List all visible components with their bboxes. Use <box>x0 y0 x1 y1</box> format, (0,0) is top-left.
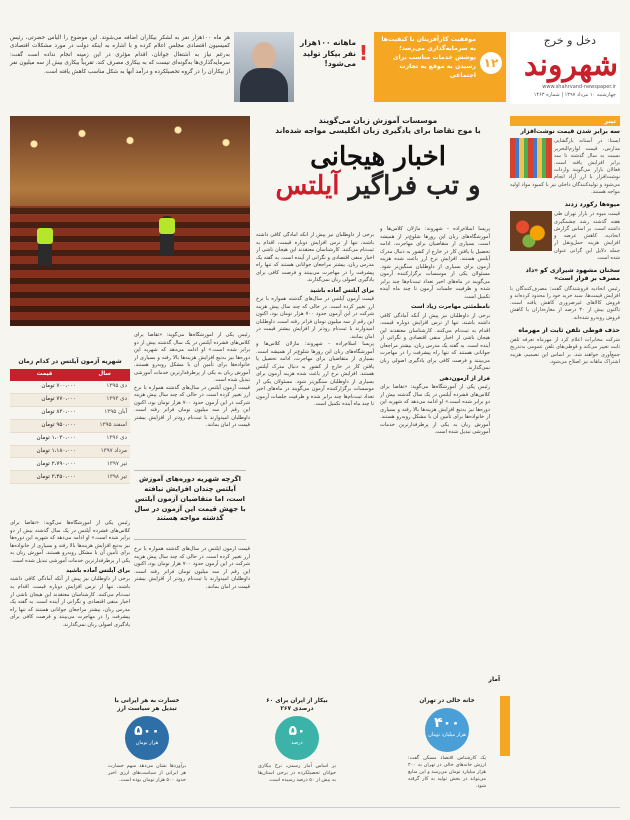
column-header: سال <box>79 369 130 381</box>
stat-circle <box>275 716 319 760</box>
year-cell: تیر ۱۳۹۷ <box>79 458 130 471</box>
stat-card[interactable] <box>258 698 336 784</box>
stat-caption: بیکار از ایران برای ۶۰ درصدی ۲۶۷ <box>266 698 328 712</box>
page-number-badge: ۱۲ <box>480 52 502 74</box>
table-row <box>10 432 130 445</box>
stat-circle <box>425 708 469 752</box>
table-row <box>10 458 130 471</box>
table-header-row <box>10 369 130 381</box>
stat-caption: خسارت به هر ایرانی با تبدیل هر سیاست ارز <box>114 698 180 712</box>
subheading: نامطمئنی مهاجرت زیاد است <box>411 304 490 311</box>
portrait-photo <box>234 32 294 102</box>
brief-title[interactable]: سخنان مشهود شیرازی کو «داد مصرف بر قرار است» <box>525 267 620 283</box>
stat-text: برآوردها نشان می‌دهد سهم خسارت هر ایرانی از سیاست‌های ارزی اخیر حدود ۵۰۰ هزار تومان بوده است. <box>108 762 186 783</box>
stat-text: یک کارشناس اقتصاد مسکن گفت: ارزش خانه‌های خالی در تهران به ۴۰۰ هزار میلیارد تومان می‌رسد و این منابع می‌تواند در بخش تولید به کار گرفته شود. <box>408 754 486 790</box>
newspaper-url[interactable]: www.shahrvand-newspaper.ir <box>542 84 616 90</box>
article-kicker: موسسات آموزش زبان می‌گویند <box>318 116 438 125</box>
paragraph: برخی از داوطلبان نیز پیش از آنکه آمادگی کافی داشته باشند، تنها از ترس افزایش دوباره قیمت، اقدام به ثبت‌نام می‌کنند. کارشناسان معتقدند این هیجان ناشی از اخبار منفی اقتصادی و نگرانی از آینده است. به گفته یک مدرس زبان، بیشتر مراجعان جوانانی هستند که تنها راه پیشرفت را در مهاجرت می‌بینند و فرصت کافی برای یادگیری اصولی زبان نمی‌گذارند. <box>256 232 374 284</box>
article-column-4 <box>134 546 250 666</box>
stat-text: بر اساس آمار رسمی، نرخ بیکاری جوانان تحصیلکرده در برخی استان‌ها به بیش از ۵۰ درصد رسیده است. <box>258 762 336 783</box>
paragraph: قیمت آزمون آیلتس در سال‌های گذشته همواره با نرخ ارز تغییر کرده است. در حالی که چند سال پیش هزینه شرکت در این آزمون حدود ۷۰۰ هزار تومان بود، اکنون این رقم از سه میلیون تومان فراتر رفته است. داوطلبان امیدوارند با ثبت‌نام زودتر از افزایش بیشتر قیمت در امان بمانند. <box>134 384 250 429</box>
brief-title[interactable]: حذف قوطی تلفن ثابت از مهرماه <box>518 326 620 334</box>
stat-card[interactable] <box>408 698 486 790</box>
table-row <box>10 406 130 419</box>
year-cell: دی ۱۳۹۳ <box>79 393 130 406</box>
year-cell: تیر ۱۳۹۸ <box>79 471 130 484</box>
brief-body: رئیس اتحادیه فروشندگان گفت: مصرف‌کنندگان با افزایش قیمت‌ها، سبد خرید خود را محدود کرده‌اند و فروش کالاهای غیرضروری کاهش یافته است. تاکنون بیش از ۳۰ درصد از مغازه‌داران با کاهش فروش روبه‌رو شده‌اند. <box>510 285 620 321</box>
table-row <box>10 471 130 484</box>
table-row <box>10 393 130 406</box>
pull-quote: اگرچه شهریه دوره‌های آموزش آیلتس چندان افزایش نیافته است، اما متقاضیان آزمون آیلتس با جهش قیمت این آزمون در سال گذشته مواجه هستند <box>134 470 246 540</box>
brief-item[interactable] <box>510 267 620 322</box>
paragraph: برخی از داوطلبان نیز پیش از آنکه آمادگی کافی داشته باشند، تنها از ترس افزایش دوباره قیمت، اقدام به ثبت‌نام می‌کنند. کارشناسان معتقدند این هیجان ناشی از اخبار منفی اقتصادی و نگرانی از آینده است. به گفته یک مدرس زبان، بیشتر مراجعان جوانانی هستند که تنها راه پیشرفت را در مهاجرت می‌بینند و فرصت کافی برای یادگیری اصولی زبان نمی‌گذارند. <box>380 312 490 372</box>
left-article-column <box>10 520 130 666</box>
price-cell: ۷۷۰،۰۰۰ تومان <box>10 393 79 406</box>
masthead <box>510 32 620 104</box>
section-kicker: دخل و خرج <box>543 34 596 47</box>
article-subkicker: با موج تقاضا برای یادگیری زبان انگلیسی مواجه شده‌اند <box>275 126 481 136</box>
brief-title[interactable]: میوه‌ها رکورد زدند <box>564 201 620 209</box>
price-cell: ۱،۰۳۰،۰۰۰ تومان <box>10 432 79 445</box>
paragraph: پریسا اسلام‌زاده - شهروند: ماژلان کلاس‌ها و آموزشگاه‌های زبان این روزها شلوغ‌تر از همیشه است. بسیاری از متقاضیان برای مهاجرت، ادامه تحصیل یا یافتن کار در خارج از کشور به دنبال مدرک آیلتس هستند. افزایش نرخ ارز باعث شده هزینه آزمون برای بسیاری از داوطلبان سنگین‌تر شود. مسئولان یکی از موسسات برگزارکننده آزمون می‌گویند در ماه‌های اخیر تعداد ثبت‌نام‌ها چند برابر شده و ظرفیت جلسات آزمون تا چند ماه آینده تکمیل است. <box>380 226 490 300</box>
ceiling-lights <box>10 116 250 186</box>
stat-circle <box>125 716 169 760</box>
year-cell: دی ۱۳۹۵ <box>79 381 130 393</box>
proctor-vest <box>159 218 175 234</box>
stat-card[interactable] <box>108 698 186 784</box>
year-cell: مرداد ۱۳۹۷ <box>79 445 130 458</box>
price-table-title: شهریه آزمون آیلتس در کدام زمان <box>18 358 122 365</box>
paragraph: رئیس یکی از آموزشگاه‌ها می‌گوید: «تقاضا برای کلاس‌های فشرده آیلتس در یک سال گذشته بیش از دو برابر شده است.» او ادامه می‌دهد که شهریه این دوره‌ها نیز به‌تبع افزایش هزینه‌ها بالا رفته و بسیاری از خانواده‌ها برای تأمین آن با مشکل روبه‌رو هستند. آموزش زبان به یکی از پرطرفدارترین خدمات آموزشی تبدیل شده است. <box>380 384 490 436</box>
price-cell: ۹۵۰،۰۰۰ تومان <box>10 419 79 432</box>
price-cell: ۳،۴۵۰،۰۰۰ تومان <box>10 471 79 484</box>
paragraph: برخی از داوطلبان نیز پیش از آنکه آمادگی کافی داشته باشند، تنها از ترس افزایش دوباره قیمت، اقدام به ثبت‌نام می‌کنند. کارشناسان معتقدند این هیجان ناشی از اخبار منفی اقتصادی و نگرانی از آینده است. به گفته یک مدرس زبان، بیشتر مراجعان جوانانی هستند که تنها راه پیشرفت را در مهاجرت می‌بینند و فرصت کافی برای یادگیری اصولی زبان نمی‌گذارند. <box>10 576 130 628</box>
stats-section <box>10 676 500 804</box>
newspaper-logo[interactable]: شهروند <box>523 48 618 83</box>
paragraph: پریسا اسلام‌زاده - شهروند: ماژلان کلاس‌ها و آموزشگاه‌های زبان این روزها شلوغ‌تر از همیشه است. بسیاری از متقاضیان برای مهاجرت، ادامه تحصیل یا یافتن کار در خارج از کشور به دنبال مدرک آیلتس هستند. افزایش نرخ ارز باعث شده هزینه آزمون برای بسیاری از داوطلبان سنگین‌تر شود. مسئولان یکی از موسسات برگزارکننده آزمون می‌گویند در ماه‌های اخیر تعداد ثبت‌نام‌ها چند برابر شده و ظرفیت جلسات آزمون تا چند ماه آینده تکمیل است. <box>256 341 374 408</box>
footer-divider <box>10 807 620 808</box>
paragraph: قیمت آزمون آیلتس در سال‌های گذشته همواره با نرخ ارز تغییر کرده است. در حالی که چند سال پیش هزینه شرکت در این آزمون حدود ۷۰۰ هزار تومان بود، اکنون این رقم از سه میلیون تومان فراتر رفته است. داوطلبان امیدوارند با ثبت‌نام زودتر از افزایش بیشتر قیمت در امان بمانند. <box>134 546 250 590</box>
section-ribbon: تیتر <box>510 116 620 126</box>
year-cell: آبان ۱۳۹۵ <box>79 406 130 419</box>
brief-item[interactable] <box>510 201 620 262</box>
column-header: قیمت <box>10 369 79 381</box>
quote-box <box>298 32 368 102</box>
stat-value: ۵۰۰ <box>134 722 160 739</box>
stat-unit: هزار تومان <box>135 739 159 746</box>
exclamation-icon: ! <box>358 41 368 65</box>
table-row <box>10 381 130 393</box>
subheading: فرار از آزمون‌دهی <box>439 375 490 382</box>
brief-title[interactable]: سه برابر شدن قیمت نوشت‌افزار <box>520 128 620 135</box>
portrait-face <box>252 42 276 70</box>
paragraph: رئیس یکی از آموزشگاه‌ها می‌گوید: «تقاضا برای کلاس‌های فشرده آیلتس در یک سال گذشته بیش از دو برابر شده است.» او ادامه می‌دهد که شهریه این دوره‌ها نیز به‌تبع افزایش هزینه‌ها بالا رفته و بسیاری از خانواده‌ها برای تأمین آن با مشکل روبه‌رو هستند. آموزش زبان به یکی از پرطرفدارترین خدمات آموزشی تبدیل شده است. <box>10 520 130 564</box>
stat-caption: خانه خالی در تهران <box>419 698 475 704</box>
article-headline-line-1[interactable]: اخبار هیجانی <box>310 141 446 172</box>
table-row <box>10 445 130 458</box>
brief-body: شرکت مخابرات اعلام کرد از مهرماه تعرفه تلفن ثابت تغییر می‌کند و قوطی‌های تلفن عمومی به‌تدریج جمع‌آوری خواهند شد. بر اساس این تصمیم، هزینه اشتراک ماهانه نیز اصلاح می‌شود. <box>510 337 620 365</box>
article-headline-line-2[interactable] <box>256 171 500 202</box>
headline-highlight: آیلتس <box>275 171 340 202</box>
paragraph: قیمت آزمون آیلتس در سال‌های گذشته همواره با نرخ ارز تغییر کرده است. در حالی که چند سال پیش هزینه شرکت در این آزمون حدود ۷۰۰ هزار تومان بود، اکنون این رقم از سه میلیون تومان فراتر رفته است. داوطلبان امیدوارند با ثبت‌نام زودتر از افزایش بیشتر قیمت در امان بمانند. <box>256 295 374 340</box>
article-column-2 <box>256 232 374 666</box>
price-cell: ۱،۱۸۰،۰۰۰ تومان <box>10 445 79 458</box>
promo-text: موفقیت کارآفرینان با کیفیت‌ها به سرمایه‌گذاری می‌رسد؛ پوشش خدمات مناسب برای رسیدن به موقع به تجارت اجتماعی <box>381 36 476 79</box>
lead-text: هر ماه ۱۰۰هزار نفر به لشکر بیکاران اضافه می‌شوند. این موضوع را الیاس حضرتی، رئیس کمیسیون اقتصادی مجلس اعلام کرده و با اشاره به اینکه دولت در مورد مشکلات اقتصادی به‌رغم نیاز به اشتغال جوانان، اقدام مؤثری در این زمینه انجام نداده است گفت: سرمایه‌گذاری‌ها به‌گونه‌ای نیست که به بیکاری مصرف کند. تقریباً بیکاری بیش از سه میلیون نفر از بیکاران را در گروه تحصیلکرده و درآمد آنها به شکل مناسب کاهش یافته است. <box>10 35 230 75</box>
issue-date: چهارشنبه ۱۰ مرداد ۱۳۹۷ | شماره ۱۴۶۳ <box>533 92 616 98</box>
quote-headline[interactable]: ماهانه ۱۰۰هزار نفر بیکار تولید می‌شود! <box>300 38 356 68</box>
fruit-photo <box>510 211 552 251</box>
stat-value: ۵۰ <box>288 722 306 739</box>
stat-unit: درصد <box>291 739 303 746</box>
section-tab <box>500 696 510 756</box>
seat-rows <box>10 206 250 326</box>
brief-body: قیمت میوه در بازار تهران طی هفته گذشته رشد چشمگیری داشته است. بر اساس گزارش اتحادیه، کاهش عرضه و افزایش هزینه حمل‌ونقل از جمله دلایل این گرانی عنوان شده است. <box>554 211 620 261</box>
exam-hall-photo <box>10 116 250 326</box>
price-cell: ۷۰۰،۰۰۰ تومان <box>10 381 79 393</box>
price-cell: ۸۳۰،۰۰۰ تومان <box>10 406 79 419</box>
price-table <box>10 358 130 484</box>
portrait-suit <box>240 68 288 102</box>
year-cell: اسفند ۱۳۹۵ <box>79 419 130 432</box>
brief-item[interactable] <box>510 128 620 196</box>
subheading: برای آیلتس آماده باشید <box>66 568 130 575</box>
page-header <box>10 32 620 104</box>
subheading: برای آیلتس آماده باشید <box>310 287 374 294</box>
brief-item[interactable] <box>510 327 620 366</box>
article-header <box>256 116 500 220</box>
proctor-vest <box>37 228 53 244</box>
price-table-grid <box>10 369 130 484</box>
paragraph: رئیس یکی از آموزشگاه‌ها می‌گوید: «تقاضا برای کلاس‌های فشرده آیلتس در یک سال گذشته بیش از دو برابر شده است.» او ادامه می‌دهد که شهریه این دوره‌ها نیز به‌تبع افزایش هزینه‌ها بالا رفته و بسیاری از خانواده‌ها برای تأمین آن با مشکل روبه‌رو هستند. آموزش زبان به یکی از پرطرفدارترین خدمات آموزشی تبدیل شده است. <box>134 332 250 384</box>
table-row <box>10 419 130 432</box>
article-column-1 <box>380 226 490 666</box>
stat-unit: هزار میلیارد تومان <box>428 731 466 738</box>
brief-body: ایسنا: در آستانه بازگشایی مدارس، قیمت لوازم‌التحریر نسبت به سال گذشته تا سه برابر افزایش یافته است. فعالان بازار می‌گویند واردات نوشت‌افزار با ارز آزاد انجام می‌شود و تولیدکنندگان داخلی نیز با کمبود مواد اولیه مواجه هستند. <box>510 138 620 195</box>
stationery-photo <box>510 138 552 178</box>
headline-prefix: و تب فراگیر <box>348 171 481 202</box>
section-tab-label: آمار <box>488 676 500 683</box>
promo-box[interactable] <box>374 32 506 102</box>
news-briefs-column <box>510 128 620 802</box>
price-cell: ۲،۷۹۰،۰۰۰ تومان <box>10 458 79 471</box>
stat-value: ۴۰۰ <box>434 714 460 731</box>
year-cell: دی ۱۳۹۶ <box>79 432 130 445</box>
article-column-3 <box>134 332 250 466</box>
